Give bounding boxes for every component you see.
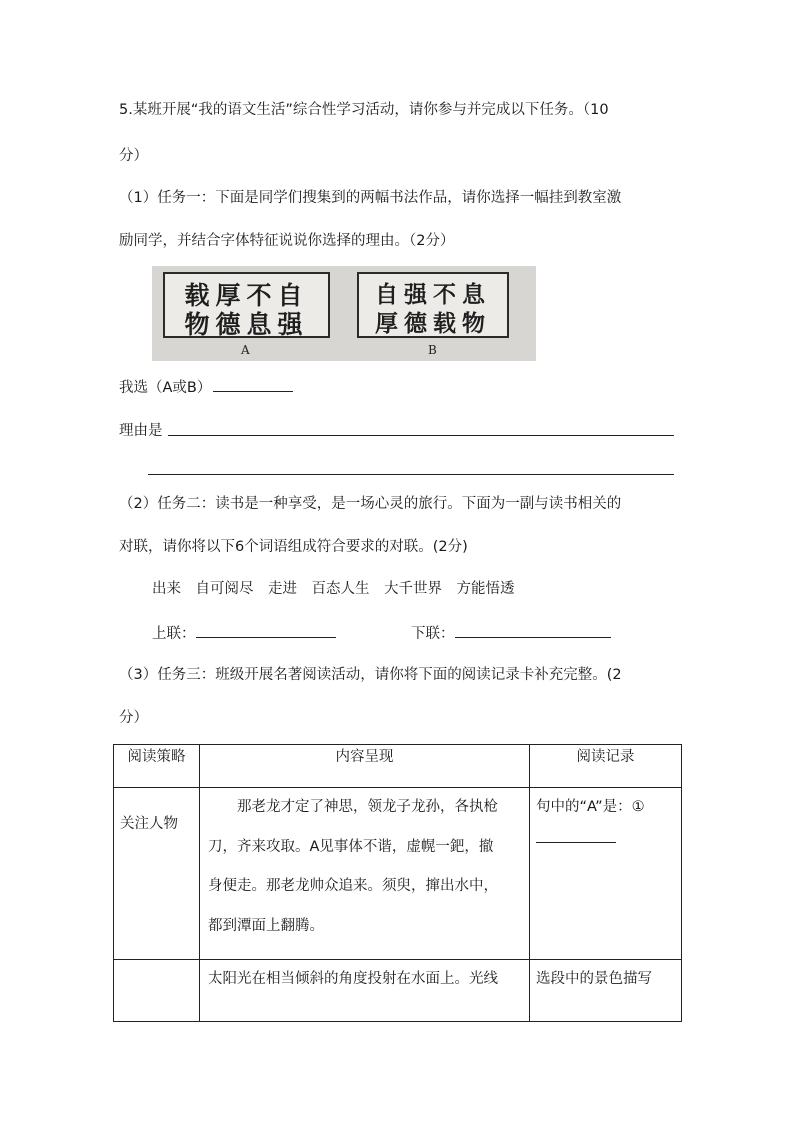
row2-content-text: 太阳光在相当倾斜的角度投射在水面上。光线	[208, 971, 498, 987]
row1-strategy	[114, 788, 200, 960]
row2-record-text: 选段中的景色描写	[536, 971, 652, 987]
upper-couplet-prompt	[152, 623, 336, 644]
reading-record-table	[113, 744, 682, 1022]
task3-line1: （3）任务三：班级开展名著阅读活动，请你将下面的阅读记录卡补充完整。(2	[119, 667, 622, 683]
task3-line2: 分）	[119, 710, 148, 726]
row1-record-blank-row	[536, 828, 675, 848]
table-row	[114, 960, 682, 1022]
row2-content	[200, 960, 530, 1022]
table-header-row	[114, 745, 682, 788]
table-row	[114, 788, 682, 960]
row1-content-line4: 都到潭面上翻腾。	[208, 917, 324, 934]
task2-line2: 对联，请你将以下6个词语组成符合要求的对联。(2分)	[119, 539, 468, 555]
task1-line2: 励同学，并结合字体特征说说你选择的理由。（2分）	[119, 233, 455, 249]
choose-label: 我选（A或B）	[119, 380, 212, 396]
calligraphy-image	[152, 266, 536, 361]
task1-line1: （1）任务一：下面是同学们搜集到的两幅书法作品，请你选择一幅挂到教室激	[119, 190, 622, 206]
task2-line1: （2）任务二：读书是一种享受，是一场心灵的旅行。下面为一副与读书相关的	[119, 496, 622, 512]
row1-content-line1: 那老龙才定了神思，领龙子龙孙，各执枪	[208, 799, 498, 815]
row1-content-line2: 刀，齐来攻取。A见事体不谐，虚幌一鈀，撤	[208, 838, 494, 855]
row1-record-content	[530, 788, 681, 848]
artwork-b-row1: 自强不息	[375, 281, 491, 308]
header-record: 阅读记录	[530, 745, 682, 788]
calligraphy-artwork-b	[357, 272, 509, 338]
reason-prompt	[119, 421, 163, 441]
upper-couplet-blank[interactable]	[196, 623, 336, 638]
question-intro-line1: 5.某班开展“我的语文生活”综合性学习活动，请你参与并完成以下任务。（10	[119, 102, 609, 118]
calligraphy-artwork-a	[163, 272, 330, 338]
row2-record	[530, 960, 682, 1022]
choose-answer-blank[interactable]	[213, 377, 293, 392]
artwork-b-row2: 厚德载物	[375, 310, 491, 337]
choose-prompt	[119, 377, 293, 398]
artwork-b-label: B	[428, 343, 437, 357]
row1-content-text	[200, 788, 529, 950]
row1-record-text: 句中的“A”是：①	[536, 799, 645, 815]
artwork-a-row1: 载厚不自	[184, 281, 309, 310]
row1-record	[530, 788, 682, 960]
reason-answer-line-1[interactable]	[168, 435, 674, 436]
reason-label: 理由是	[119, 423, 163, 439]
lower-couplet-prompt	[411, 623, 611, 644]
row1-content-line3: 身便走。那老龙帅众追来。须臾，撺出水中，	[208, 878, 498, 894]
upper-couplet-label: 上联：	[152, 626, 196, 642]
lower-couplet-label: 下联：	[411, 626, 455, 642]
row2-strategy	[114, 960, 200, 1022]
record-answer-blank-1[interactable]	[536, 828, 616, 843]
artwork-a-row2: 物德息强	[184, 310, 309, 339]
question-intro-line2: 分）	[119, 148, 148, 164]
artwork-a-label: A	[241, 343, 250, 357]
row1-strategy-text: 关注人物	[120, 816, 178, 832]
header-content: 内容呈现	[200, 745, 530, 788]
header-strategy: 阅读策略	[114, 745, 200, 788]
couplet-word-list: 出来 自可阅尽 走进 百态人生 大千世界 方能悟透	[152, 581, 515, 597]
lower-couplet-blank[interactable]	[455, 623, 611, 638]
reason-answer-line-2[interactable]	[148, 474, 674, 475]
row1-content	[200, 788, 530, 960]
